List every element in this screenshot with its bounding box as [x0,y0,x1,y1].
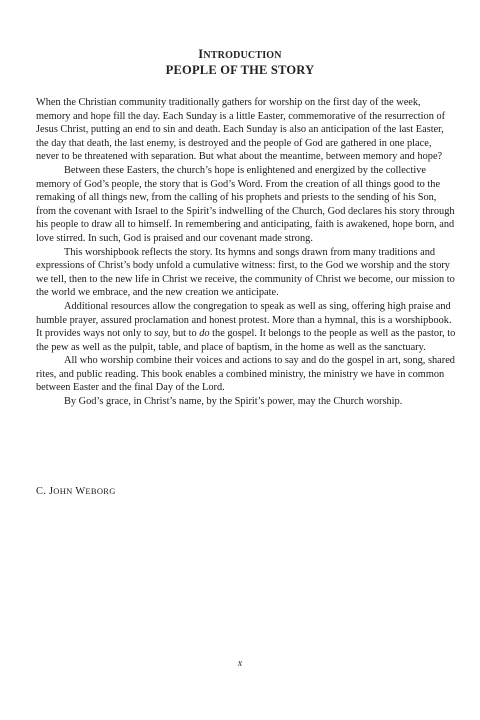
paragraph-4-part3: the gospel. It belongs to the people as well as the pastor, to the pew as well as the pulpit, table, and place of baptism, in the home as well as the sanctuary. [36,328,456,353]
section-title-rest: NTRODUCTION [203,50,282,61]
paragraph-4-do: do [199,328,210,340]
author-first-rest: OHN [53,486,73,496]
section-title [0,47,480,62]
section-title-initial: I [198,47,204,61]
paragraph-4-part2: but to [170,328,200,340]
paragraph-3: This worshipbook reflects the story. Its hymns and songs drawn from many traditions and expressions of Christ’s body unfold a cumulative witness: first, to the God we worship and the story we tell, then to the new life in Christ we receive, the community of Christ we become, our mission to the world we embrace, and the new creation we anticipate. [36,246,455,299]
paragraph-4 [36,300,456,354]
author-last-initial: W [75,486,86,497]
paragraph-4-part1: Additional resources allow the congregation to speak as well as sing, offering high praise and humble prayer, assured proclamation and honest protest. More than a hymnal, this is a worshipbook. It provides ways not only to [36,300,452,340]
paragraph-2: Between these Easters, the church’s hope is enlightened and energized by the collective memory of God’s people, the story that is God’s Word. From the creation of all things good to the remaking of all things new, from the calling of his prophets and priests to the sending of his Son, from the covenant with Israel to the Spirit’s indwelling of the Church, God declares his story through his people to draw all to himself. In remembering and anticipating, faith is awakened, hope born, and love stirred. In such, God is praised and our covenant made strong. [36,164,455,244]
body-text [36,96,456,409]
section-subtitle: PEOPLE OF THE STORY [165,63,315,77]
page-number: x [237,658,243,669]
paragraph-5: All who worship combine their voices and actions to say and do the gospel in art, song, shared rites, and public reading. This book enables a combined ministry, the ministry we have in common between Easter and the final Day of the Lord. [36,355,455,394]
paragraph-4-say: say, [154,328,171,340]
author-initial: C. J [36,486,54,497]
paragraph-6: By God’s grace, in Christ’s name, by the Spirit’s power, may the Church worship. [64,396,403,408]
author-signature [36,486,116,497]
author-last-rest: EBORG [85,486,116,496]
paragraph-1: When the Christian community traditionally gathers for worship on the first day of the week, memory and hope fill the day. Each Sunday is a little Easter, commemorative of the resurrection of Jesus Christ, putting an end to sin and death. Each Sunday is also an anticipation of the last Easter, the day that death, the last enemy, is destroyed and the people of God are gathered in one place, never to be threatened with separation. But what about the meantime, between memory and hope? [36,97,446,163]
